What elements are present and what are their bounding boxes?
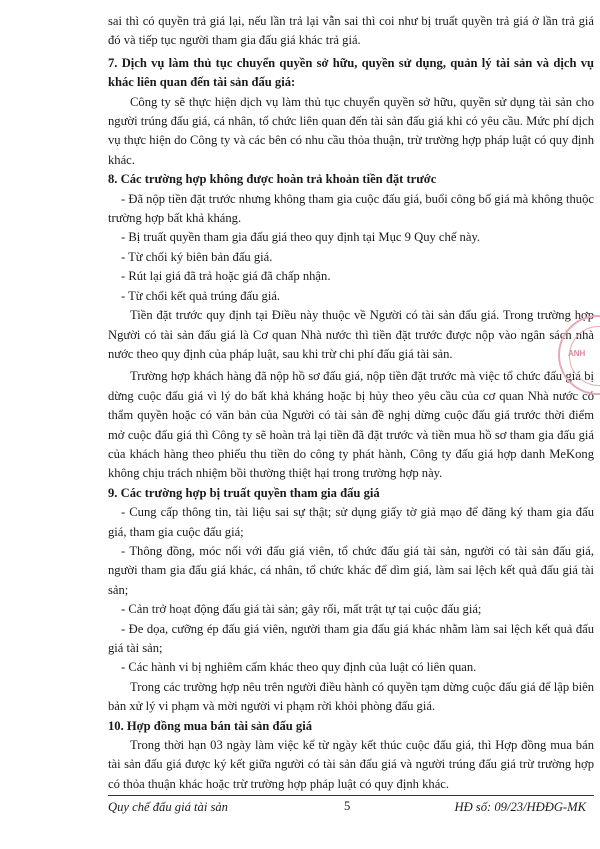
section-9-item-3: - Cản trở hoạt động đấu giá tài sản; gây rối, mất trật tự tại cuộc đấu giá; [121, 602, 482, 617]
paragraph-continuation: sai thì có quyền trả giá lại, nếu lần trả lại vẫn sai thì coi như bị truất quyền trả giá ở lần trả giá đó và tiếp tục người tham gia đấu giá khác trả giá. [108, 14, 594, 48]
section-8-deposit-paragraph: Tiền đặt trước quy định tại Điều này thuộc về Người có tài sản đấu giá. Trong trường hợp Người có tài sản đấu giá là Cơ quan Nhà nước thì tiền đặt trước được nộp vào ngân sách nhà nước theo quy định của pháp luật, sau khi trừ chi phí đấu giá tài sản. [108, 308, 594, 361]
seal-text: ANH [568, 349, 586, 358]
section-7-heading: 7. Dịch vụ làm thủ tục chuyển quyền sở hữu, quyền sử dụng, quản lý tài sản và dịch vụ khác liên quan đến tài sản đấu giá: [108, 55, 594, 90]
footer-document-title: Quy chế đấu giá tài sản [108, 800, 228, 814]
page-number: 5 [344, 799, 351, 813]
section-9-heading: 9. Các trường hợp bị truất quyền tham gia đấu giá [108, 485, 380, 500]
footer-divider [108, 795, 594, 796]
section-10-body: Trong thời hạn 03 ngày làm việc kể từ ngày kết thúc cuộc đấu giá, thì Hợp đồng mua bán tài sản đấu giá được ký kết giữa người có tài sản đấu giá và người trúng đấu giá trừ trường hợp có thỏa thuận khác hoặc trừ trường hợp pháp luật có quy định khác. [108, 738, 594, 791]
section-9-item-1: - Cung cấp thông tin, tài liệu sai sự thật; sử dụng giấy tờ giả mạo để đăng ký tham gia đấu giá, tham gia cuộc đấu giá; [108, 505, 594, 539]
section-7-body: Công ty sẽ thực hiện dịch vụ làm thủ tục chuyển quyền sở hữu, quyền sử dụng tài sản cho người trúng đấu giá, cá nhân, tổ chức liên quan đến tài sản đấu giá khi có yêu cầu. Mức phí dịch vụ thực hiện do Công ty và các bên có nhu cầu thỏa thuận, trừ trường hợp pháp luật có quy định khác. [108, 94, 594, 167]
footer-contract-number: HĐ số: 09/23/HĐĐG-MK [454, 800, 586, 814]
section-8-item-5: - Từ chối kết quả trúng đấu giá. [121, 288, 281, 303]
section-8-item-2: - Bị truất quyền tham gia đấu giá theo quy định tại Mục 9 Quy chế này. [121, 230, 481, 245]
document-body [108, 12, 594, 794]
section-9-closing: Trong các trường hợp nêu trên người điều hành có quyền tạm dừng cuộc đấu giá để lập biên bản xử lý vi phạm và mời người vi phạm rời khỏi phòng đấu giá. [108, 679, 594, 714]
section-9-item-2: - Thông đồng, móc nối với đấu giá viên, tổ chức đấu giá tài sản, người có tài sản đấu giá, người tham gia đấu giá khác, cá nhân, tổ chức khác để dìm giá, làm sai lệch kết quả đấu giá tài sản; [108, 543, 594, 597]
section-8-refund-paragraph: Trường hợp khách hàng đã nộp hồ sơ đấu giá, nộp tiền đặt trước mà việc tổ chức đấu giá bị dừng cuộc đấu giá vì lý do bất khả kháng hoặc bị hủy theo yêu cầu của cơ quan Nhà nước có thẩm quyền hoặc có văn bản của Người có tài sản đề nghị dừng cuộc đấu giá trước thời điểm mở cuộc đấu giá thì Công ty sẽ hoàn trả lại tiền đã đặt trước và tiền mua hồ sơ tham gia đấu giá của khách hàng theo phiếu thu tiền do công ty phát hành, Công ty đấu giá hợp danh MeKong không chịu trách nhiệm bồi thường thiệt hại trong trường hợp này. [108, 369, 594, 481]
section-8-item-3: - Từ chối ký biên bản đấu giá. [121, 249, 273, 264]
section-10-heading: 10. Hợp đồng mua bán tài sản đấu giá [108, 718, 312, 733]
section-8-item-1: - Đã nộp tiền đặt trước nhưng không tham gia cuộc đấu giá, buổi công bố giá mà không thuộc trường hợp bất khả kháng. [108, 191, 594, 226]
section-8-item-4: - Rút lại giá đã trả hoặc giá đã chấp nhận. [121, 269, 331, 284]
section-9-item-5: - Các hành vi bị nghiêm cấm khác theo quy định của luật có liên quan. [121, 660, 477, 675]
section-9-item-4: - Đe dọa, cưỡng ép đấu giá viên, người tham gia đấu giá khác nhằm làm sai lệch kết quả đấu giá tài sản; [108, 621, 594, 655]
section-8-heading: 8. Các trường hợp không được hoàn trả khoản tiền đặt trước [108, 172, 437, 187]
